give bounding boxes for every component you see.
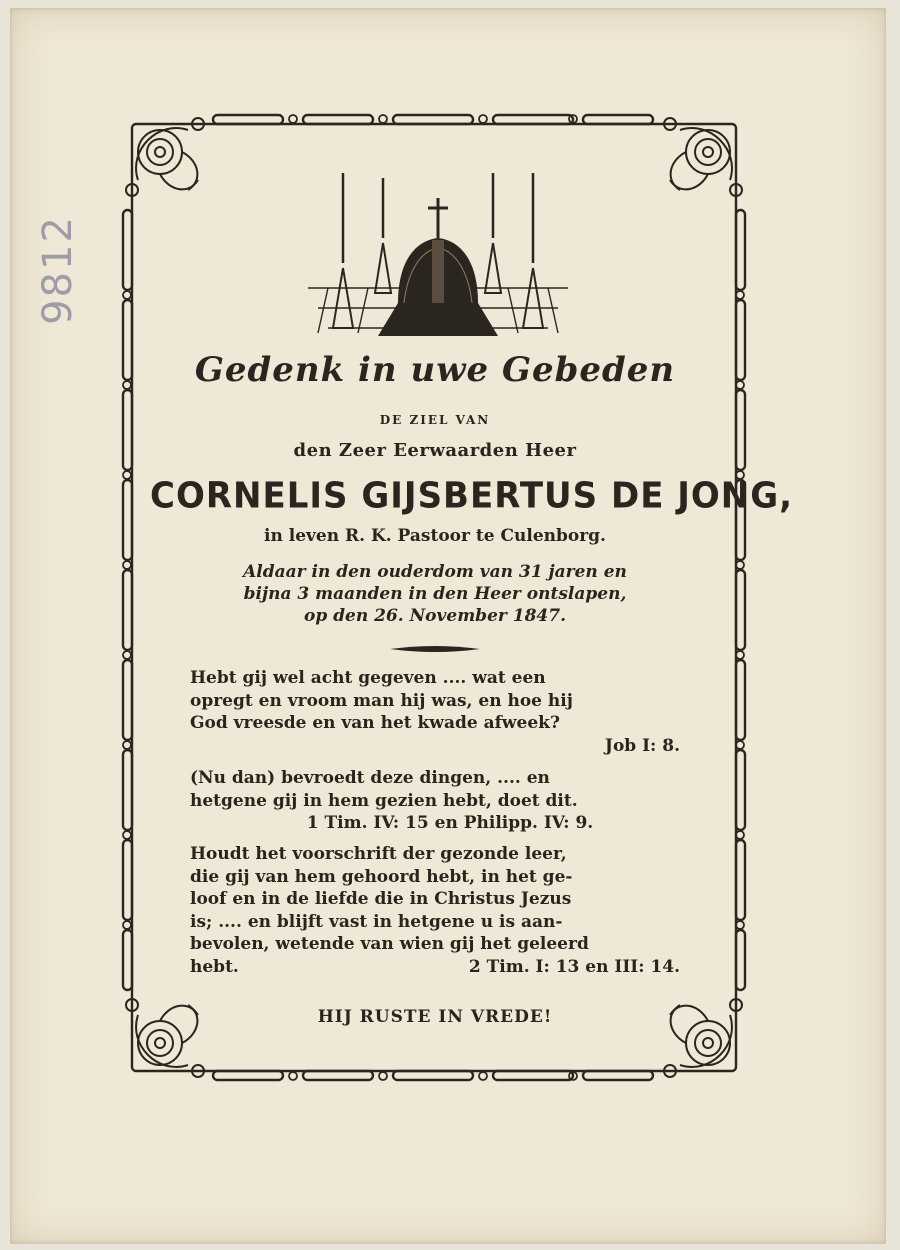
role: in leven R. K. Pastoor te Culenborg. bbox=[264, 526, 606, 546]
verse-reference: 1 Tim. IV: 15 en Philipp. IV: 9. bbox=[306, 813, 594, 833]
death-line: bijna 3 maanden in den Heer ontslapen, bbox=[243, 584, 627, 604]
verse-1 bbox=[190, 667, 680, 757]
closing-line: HIJ RUSTE IN VREDE! bbox=[317, 1007, 553, 1027]
verse-line: loof en in de liefde die in Christus Jezus bbox=[190, 889, 572, 909]
verse-3 bbox=[190, 843, 680, 978]
honorific: den Zeer Eerwaarden Heer bbox=[293, 440, 577, 461]
soul-of-label: DE ZIEL VAN bbox=[379, 413, 491, 427]
verse-line: die gij van hem gehoord hebt, in het ge- bbox=[190, 866, 573, 887]
divider-ornament bbox=[388, 644, 482, 654]
verse-line: opregt en vroom man hij was, en hoe hij bbox=[190, 690, 573, 711]
death-line: Aldaar in den ouderdom van 31 jaren en bbox=[243, 562, 627, 582]
verse-reference: 2 Tim. I: 13 en III: 14. bbox=[468, 956, 680, 977]
verse-2 bbox=[190, 767, 680, 835]
verse-line-start: hebt. bbox=[190, 956, 239, 977]
verse-reference: Job I: 8. bbox=[604, 735, 680, 756]
deceased-name: CORNELIS GIJSBERTUS DE JONG, bbox=[150, 475, 794, 517]
verse-line: Hebt gij wel acht gegeven .... wat een bbox=[190, 668, 546, 688]
handwritten-number: 9812 bbox=[35, 215, 81, 325]
death-line: op den 26. November 1847. bbox=[304, 606, 566, 626]
verse-line: is; .... en blijft vast in hetgene u is aan- bbox=[190, 911, 563, 932]
verse-line: (Nu dan) bevroedt deze dingen, .... en bbox=[190, 768, 550, 788]
verse-line: bevolen, wetende van wien gij het geleerd bbox=[190, 934, 589, 954]
verse-line: hetgene gij in hem gezien hebt, doet dit. bbox=[190, 790, 578, 811]
card-text bbox=[150, 0, 794, 1250]
verse-line: God vreesde en van het kwade afweek? bbox=[190, 713, 560, 733]
heading: Gedenk in uwe Gebeden bbox=[194, 350, 676, 390]
verse-line: Houdt het voorschrift der gezonde leer, bbox=[190, 844, 567, 864]
verse-last-line bbox=[190, 956, 680, 979]
